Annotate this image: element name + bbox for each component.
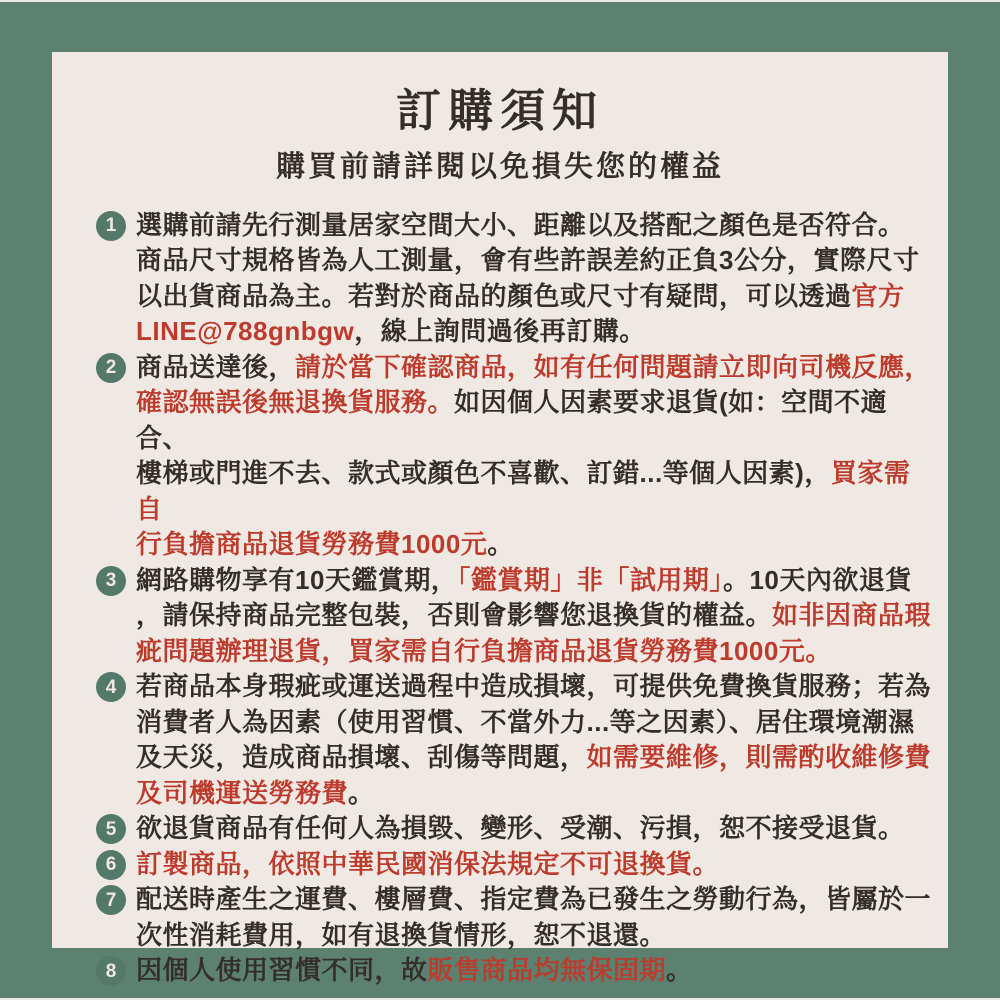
notice-item (96, 208, 936, 350)
notice-text-segment: 官方 LINE@788gnbgw (136, 280, 905, 347)
notice-text-segment: 配送時產生之運費、樓層費、指定費為已發生之勞動行為，皆屬於一 次性消耗費用，如有退換貨情形，恕不退還。 (136, 884, 932, 950)
item-number-badge: 3 (96, 566, 126, 596)
notice-panel (52, 52, 948, 986)
item-number-badge: 6 (96, 850, 126, 880)
notice-item (96, 669, 936, 811)
notice-text-segment: 販售商品均無保固期 (427, 955, 667, 986)
item-number-badge: 4 (96, 672, 126, 702)
notice-text-segment: 請於當下確認商品，如有任何問題請立即向司機反應， 確認無誤後無退換貨服務。 (136, 351, 932, 418)
notice-item (96, 882, 936, 953)
notice-item (96, 350, 936, 563)
item-number-badge: 2 (96, 353, 126, 383)
notice-item (96, 953, 936, 989)
item-number-badge: 7 (96, 885, 126, 915)
notice-text-segment: 。 (666, 955, 693, 986)
page-subtitle: 購買前請詳閱以免損失您的權益 (275, 151, 724, 183)
notice-text-segment: 訂製商品，依照中華民國消保法規定不可退換貨。 (136, 848, 720, 879)
notice-text-segment: 如需要維修，則需酌收維修費 及司機運送勞務費 (136, 742, 932, 808)
notice-text-segment: 買家需自 行負擔商品退貨勞務費1000元 (136, 458, 911, 560)
notice-text-segment: 網路購物享有10天鑑賞期， (136, 564, 458, 595)
notice-text-segment: 若商品本身瑕疵或運送過程中造成損壞，可提供免費換貨服務；若為 消費者人為因素（使用習慣、不當外力...等之因素）、居住環境潮濕 及天災，造成商品損壞、刮傷等問題， (136, 671, 932, 773)
notice-text-segment: 如非因商品瑕 疵問題辦理退貨，買家需自行負擔商品退貨勞務費1000元。 (136, 600, 932, 666)
notice-item (96, 811, 936, 847)
notice-text-segment: 。10天內欲退貨 ，請保持商品完整包裝，否則會影響您退換貨的權益。 (136, 564, 912, 631)
notice-item (96, 847, 936, 883)
notice-text-segment: 如因個人因素要求退貨(如：空間不適合、 樓梯或門進不去、款式或顏色不喜歡、訂錯...等個人因素)， (136, 387, 888, 489)
notice-text-segment: 商品送達後， (136, 351, 296, 382)
notice-item (96, 563, 936, 670)
notice-text-segment: 。 (487, 529, 514, 560)
item-number-badge: 5 (96, 814, 126, 844)
notice-text-segment: ，線上詢問過後再訂購。 (354, 316, 646, 347)
notice-text-segment: 。 (348, 777, 375, 808)
notice-text-segment: 選購前請先行測量居家空間大小、距離以及搭配之顏色是否符合。 商品尺寸規格皆為人工測量，會有些許誤差約正負3公分，實際尺寸 以出貨商品為主。若對於商品的顏色或尺寸有疑問，可以透過 (136, 209, 920, 311)
top-edge-line (0, 0, 1000, 2)
item-number-badge: 8 (96, 956, 126, 986)
notice-list (96, 208, 941, 989)
item-number-badge: 1 (96, 211, 126, 241)
notice-text-segment: 因個人使用習慣不同，故 (136, 955, 428, 986)
notice-text-segment: 「鑑賞期」非「試用期」 (457, 564, 723, 595)
page-title: 訂購須知 (395, 85, 604, 136)
notice-text-segment: 欲退貨商品有任何人為損毀、變形、受潮、污損，恕不接受退貨。 (136, 813, 905, 844)
